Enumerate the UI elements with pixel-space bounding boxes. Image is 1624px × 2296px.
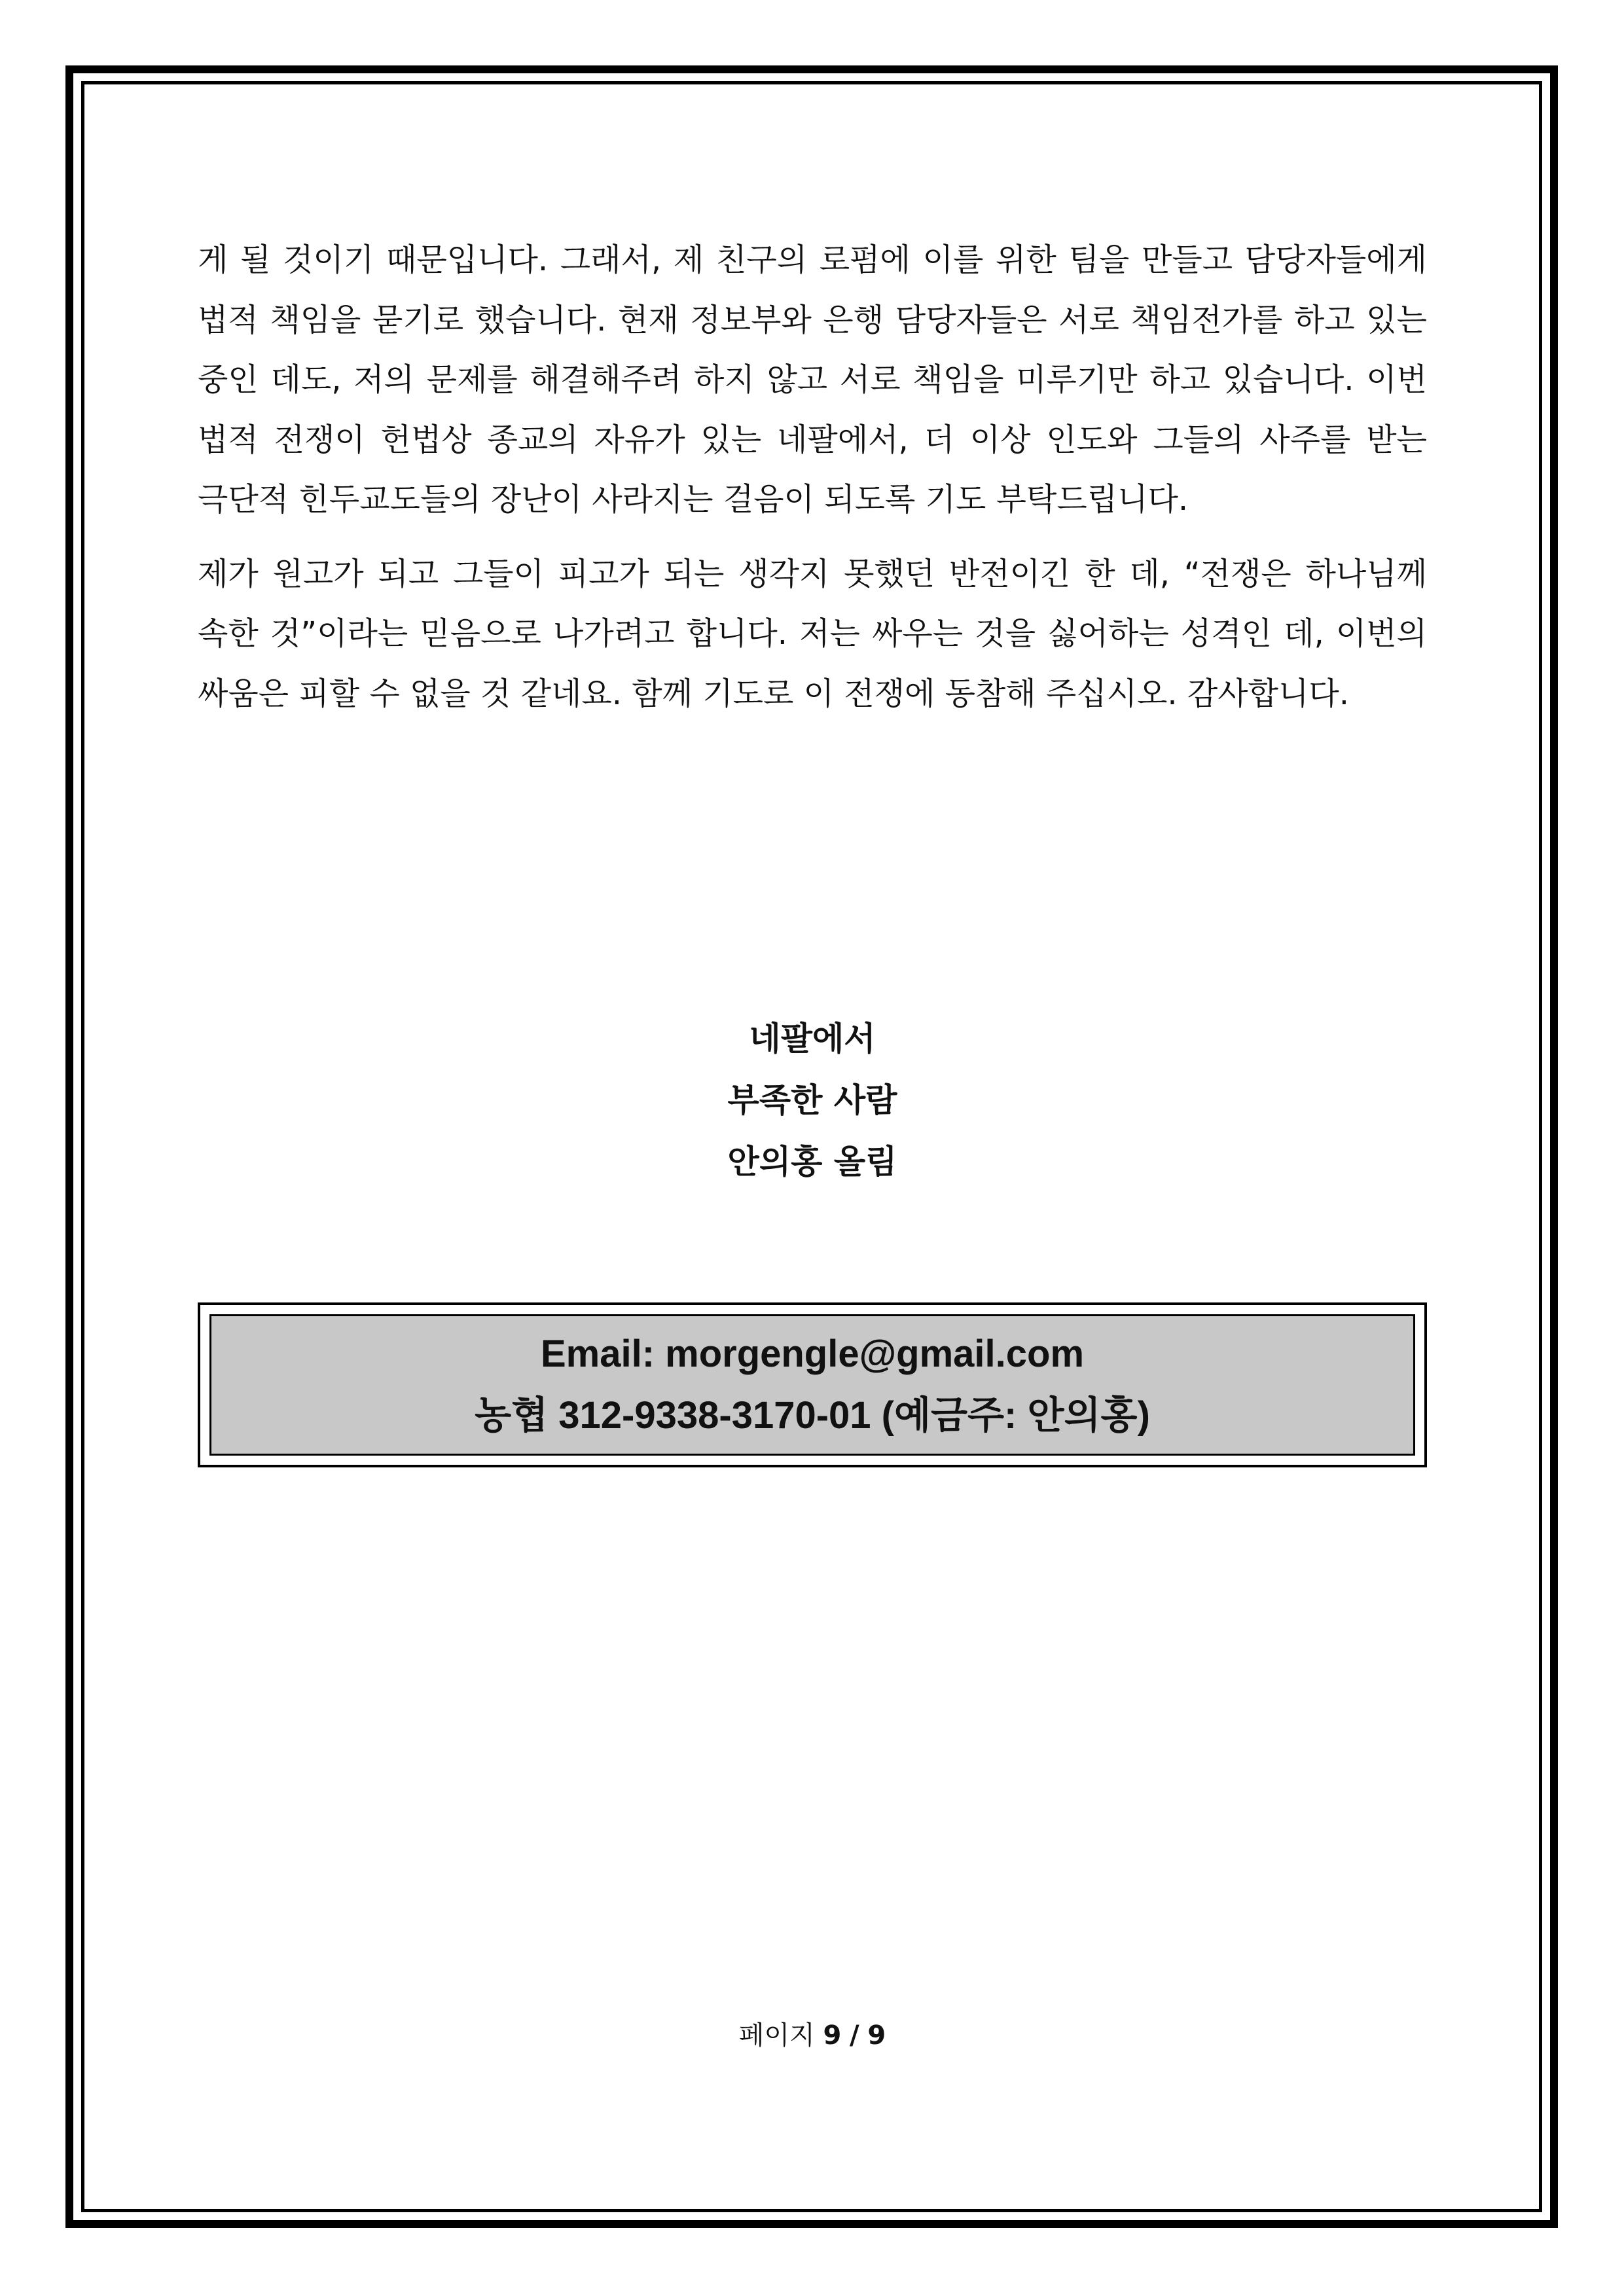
page-label: 페이지 bbox=[738, 2020, 815, 2051]
contact-box bbox=[198, 1302, 1427, 1467]
page-number-footer bbox=[198, 2016, 1427, 2055]
contact-bank-account: 농협 312-9338-3170-01 (예금주: 안의홍) bbox=[475, 1394, 1150, 1437]
contact-box-inner bbox=[209, 1314, 1415, 1456]
page-current: 9 bbox=[823, 2020, 842, 2051]
page-separator: / bbox=[850, 2020, 859, 2051]
paragraph-2: 제가 원고가 되고 그들이 피고가 되는 생각지 못했던 반전이긴 한 데, “전쟁은 하나님께 속한 것”이라는 믿음으로 나가려고 합니다. 저는 싸우는 것을 싫어하는 성격인 데, 이번의 싸움은 피할 수 없을 것 같네요. 함께 기도로 이 전쟁에 동참해 주십시오. 감사합니다. bbox=[198, 555, 1427, 712]
closing-humble-phrase: 부족한 사람 bbox=[727, 1081, 897, 1119]
closing-signer: 안의홍 올림 bbox=[727, 1143, 897, 1181]
paragraph-1: 게 될 것이기 때문입니다. 그래서, 제 친구의 로펌에 이를 위한 팀을 만들고 담당자들에게 법적 책임을 묻기로 했습니다. 현재 정보부와 은행 담당자들은 서로 책임전가를 하고 있는 중인 데도, 저의 문제를 해결해주려 하지 않고 서로 책임을 미루기만 하고 있습니다. 이번 법적 전쟁이 헌법상 종교의 자유가 있는 네팔에서, 더 이상 인도와 그들의 사주를 받는 극단적 힌두교도들의 장난이 사라지는 걸음이 되도록 기도 부탁드립니다. bbox=[198, 242, 1427, 518]
contact-email: Email: morgengle@gmail.com bbox=[540, 1333, 1085, 1375]
closing-location: 네팔에서 bbox=[749, 1020, 876, 1058]
letter-body bbox=[198, 230, 1427, 738]
closing-signature bbox=[198, 1008, 1427, 1193]
page-total: 9 bbox=[867, 2020, 886, 2051]
